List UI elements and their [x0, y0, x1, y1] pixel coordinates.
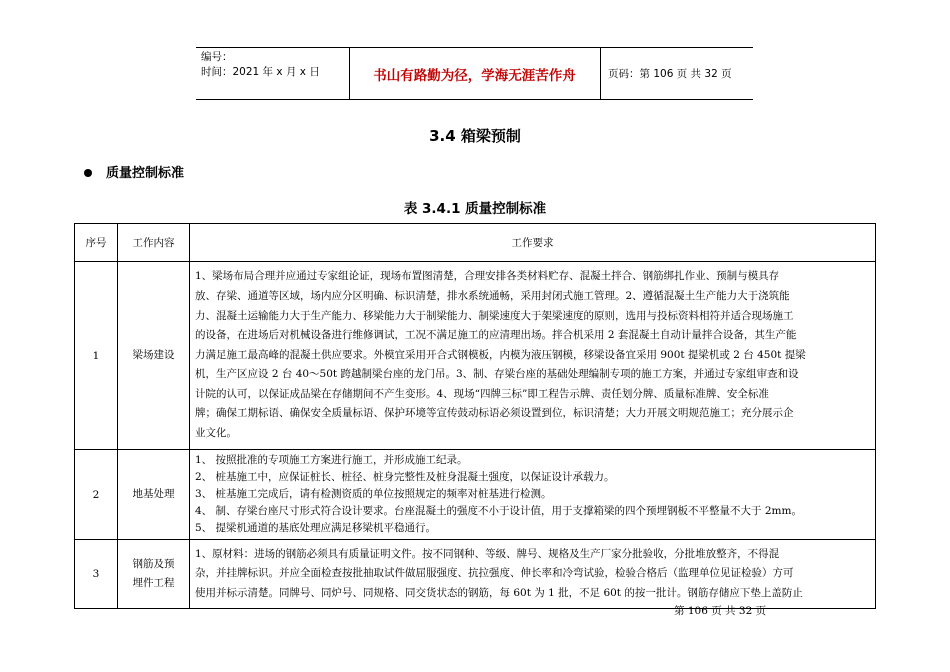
category-line: 钢筋及预	[132, 558, 175, 570]
row-requirements	[190, 450, 876, 540]
number-label: 编号：	[201, 51, 233, 63]
category-line: 地基处理	[132, 488, 175, 500]
requirement-line: 计院的认可，以保证成品梁在存储期间不产生变形。4、现场“四牌三标”即工程告示牌、责任划分牌、质量标准牌、安全标准	[195, 387, 769, 400]
column-header: 工作要求	[190, 224, 876, 262]
header-meta	[196, 48, 349, 99]
requirement-line: 牌；确保工期标语、确保安全质量标语、保护环境等宣传鼓动标语必须设置到位，标识清楚；大力开展文明规范施工；充分展示企	[195, 407, 794, 420]
section-heading	[84, 162, 184, 181]
bullet-icon	[84, 169, 92, 177]
row-requirements	[190, 262, 876, 450]
table-row	[75, 540, 876, 609]
header-motto: 书山有路勤为径，学海无涯苦作舟	[373, 68, 576, 84]
row-category	[118, 540, 190, 609]
time-label: 时间：2021 年 x 月 x 日	[201, 66, 320, 78]
row-requirements	[190, 540, 876, 609]
row-category	[118, 262, 190, 450]
column-header: 工作内容	[118, 224, 190, 262]
quality-control-table	[74, 223, 876, 609]
requirement-line: 4、 制、存梁台座尺寸形式符合设计要求。台座混凝土的强度不小于设计值，用于支撑箱梁的四个预埋钢板不平整量不大于 2mm。	[195, 505, 802, 517]
requirement-line: 2、 桩基施工中，应保证桩长、桩径、桩身完整性及桩身混凝土强度，以保证设计承载力。	[195, 471, 615, 483]
requirement-line: 的设备，在进场后对机械设备进行维修调试，工况不满足施工的应清理出场。拌合机采用 2 套混凝土自动计量拌合设备，其生产能	[195, 329, 797, 342]
table-caption: 表 3.4.1 质量控制标准	[403, 201, 547, 217]
header-page-label: 页码：第 106 页 共 32 页	[608, 68, 732, 80]
table-header-row	[75, 224, 876, 262]
column-header: 序号	[75, 224, 118, 262]
page-title: 3.4 箱梁预制	[429, 127, 521, 145]
section-label: 质量控制标准	[106, 166, 185, 181]
requirement-line: 力、混凝土运输能力大于生产能力、移梁能力大于制梁能力、制梁速度大于架梁速度的原则，选用与投标资料相符并适合现场施工	[195, 309, 794, 322]
requirement-line: 机，生产区应设 2 台 40～50t 跨越制梁台座的龙门吊。3、制、存梁台座的基础处理编制专项的施工方案，并通过专家组审查和设	[195, 368, 799, 381]
category-line: 梁场建设	[132, 349, 175, 361]
table-row	[75, 450, 876, 540]
row-category	[118, 450, 190, 540]
requirement-line: 3、 桩基施工完成后，请有检测资质的单位按照规定的频率对桩基进行检测。	[195, 488, 552, 500]
requirement-line: 力满足施工最高峰的混凝土供应要求。外模宜采用开合式钢模板，内模为液压钢模，移梁设备宜采用 900t 提梁机或 2 台 450t 提梁	[195, 348, 806, 361]
requirement-line: 放、存梁、通道等区域，场内应分区明确、标识清楚，排水系统通畅，采用封闭式施工管理。2、遵循混凝土生产能力大于浇筑能	[195, 289, 790, 302]
header-divider	[600, 48, 601, 99]
row-number: 1	[75, 262, 118, 450]
requirement-line: 业文化。	[195, 427, 237, 440]
requirement-line: 5、 提梁机通道的基底处理应满足移梁机平稳通行。	[195, 522, 437, 534]
requirement-line: 1、 按照批准的专项施工方案进行施工，并形成施工纪录。	[195, 454, 468, 466]
header-divider	[349, 48, 350, 99]
requirement-line: 1、梁场布局合理并应通过专家组论证，现场布置图清楚，合理安排各类材料贮存、混凝土拌合、钢筋绑扎作业、预制与模具存	[195, 270, 780, 283]
page-footer: 第 106 页 共 32 页	[674, 605, 767, 617]
requirement-line: 1、原材料：进场的钢筋必须具有质量证明文件。按不同钢种、等级、牌号、规格及生产厂家分批验收，分批堆放整齐，不得混	[195, 547, 780, 560]
requirement-line: 使用并标示清楚。同牌号、同炉号、同规格、同交货状态的钢筋，每 60t 为 1 批，不足 60t 的按一批计。钢筋存储应下垫上盖防止	[195, 586, 803, 599]
row-number: 3	[75, 540, 118, 609]
row-number: 2	[75, 450, 118, 540]
table-row	[75, 262, 876, 450]
requirement-line: 杂，并挂牌标识。并应全面检查按批抽取试件做屈服强度、抗拉强度、伸长率和冷弯试验，检验合格后（监理单位见证检验）方可	[195, 567, 794, 580]
category-line: 埋件工程	[132, 577, 175, 589]
page-header	[196, 47, 753, 100]
